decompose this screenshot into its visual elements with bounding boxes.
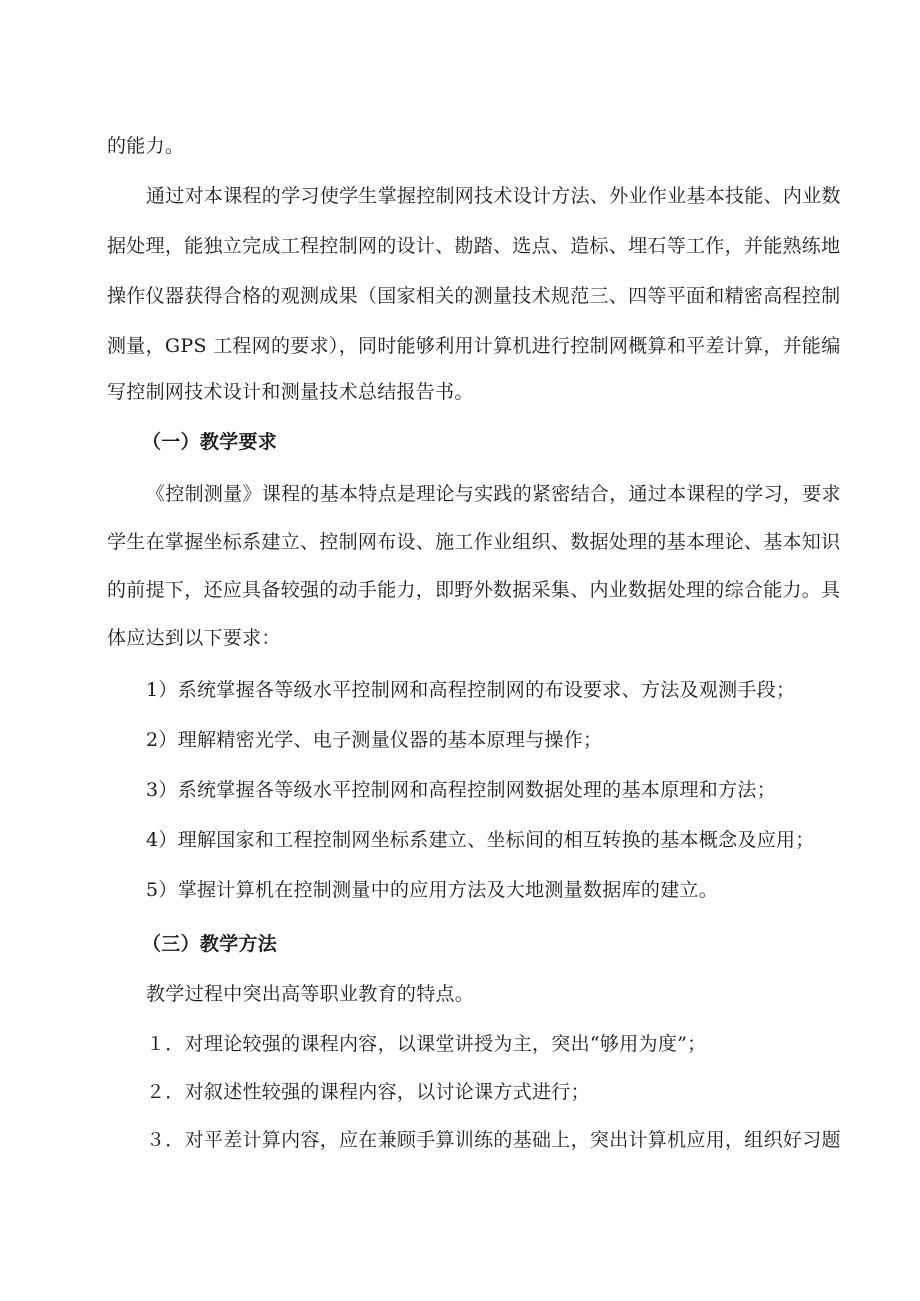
- list-item: 4）理解国家和工程控制网坐标系建立、坐标间的相互转换的基本概念及应用；: [146, 829, 815, 851]
- list-item: 5）掌握计算机在控制测量中的应用方法及大地测量数据库的建立。: [146, 879, 719, 901]
- list-item: 3）系统掌握各等级水平控制网和高程控制网数据处理的基本原理和方法；: [146, 779, 776, 801]
- paragraph-continuation: 的能力。: [107, 135, 185, 157]
- paragraph-line: 操作仪器获得合格的观测成果（国家相关的测量技术规范三、四等平面和精密高程控制: [107, 285, 841, 307]
- list-item: 2）理解精密光学、电子测量仪器的基本原理与操作；: [146, 729, 603, 751]
- list-item: ２．对叙述性较强的课程内容，以讨论课方式进行；: [146, 1081, 590, 1103]
- list-item: ３．对平差计算内容，应在兼顾手算训练的基础上，突出计算机应用，组织好习题: [146, 1129, 841, 1151]
- section-heading-teaching-requirements: （一）教学要求: [142, 431, 278, 453]
- list-item: １．对理论较强的课程内容，以课堂讲授为主，突出“够用为度”；: [146, 1033, 707, 1055]
- paragraph-line: 写控制网技术设计和测量技术总结报告书。: [107, 381, 474, 403]
- paragraph-line: 教学过程中突出高等职业教育的特点。: [146, 983, 475, 1005]
- paragraph-line: 通过对本课程的学习使学生掌握控制网技术设计方法、外业作业基本技能、内业数: [146, 185, 841, 207]
- section-heading-teaching-methods: （三）教学方法: [142, 933, 278, 955]
- paragraph-line: 学生在掌握坐标系建立、控制网布设、施工作业组织、数据处理的基本理论、基本知识: [107, 531, 841, 553]
- paragraph-line: 据处理，能独立完成工程控制网的设计、勘踏、选点、造标、埋石等工作，并能熟练地: [107, 235, 841, 257]
- list-item: 1）系统掌握各等级水平控制网和高程控制网的布设要求、方法及观测手段；: [146, 679, 796, 701]
- paragraph-line: 的前提下，还应具备较强的动手能力，即野外数据采集、内业数据处理的综合能力。具: [107, 579, 841, 601]
- paragraph-line: 测量，GPS 工程网的要求），同时能够利用计算机进行控制网概算和平差计算，并能编: [107, 335, 841, 357]
- paragraph-line: 体应达到以下要求：: [107, 627, 281, 649]
- paragraph-line: 《控制测量》课程的基本特点是理论与实践的紧密结合，通过本课程的学习，要求: [146, 483, 841, 505]
